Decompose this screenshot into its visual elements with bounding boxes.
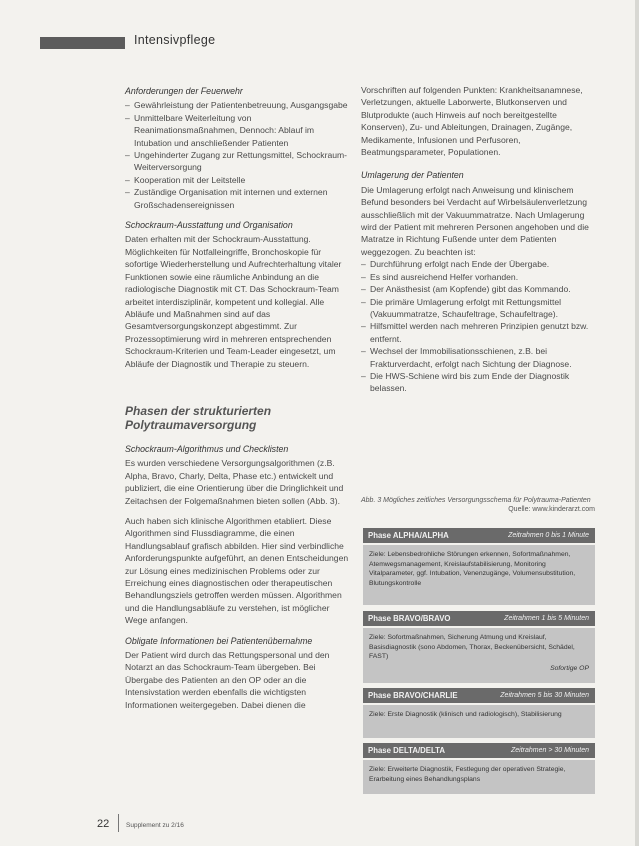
list-item: – Zuständige Organisation mit internen und externen Großschadensereignissen	[125, 186, 350, 211]
phase-goals: Ziele: Lebensbedrohliche Störungen erkennen, Sofortmaßnahmen, Atemwegsmanagement, Kreislaufstabilisierung, Monitoring Vitalparameter, ggf. Intubation, Venenzugänge, Volumensubstitution, Blutungskontrolle	[369, 551, 576, 587]
paragraph: Auch haben sich klinische Algorithmen etabliert. Diese Algorithmen sind Flussdiagramme, die einen Handlungsablauf grafisch abbilden. Hier sind verbindliche Anforderungspunkte aufgeführt, an denen Entscheidungen zur Lösung eines medizinischen Problems oder zur Erreichung eines diagnostischen oder therapeutischen Behandlungsziels getroffen werden müssen. Algorithmen und die Handlungsabläufe zu verstehen, ist möglicher Wege anfangen.	[125, 515, 349, 626]
checklist	[361, 258, 593, 394]
left-column	[125, 85, 350, 711]
paragraph: Daten erhalten mit der Schockraum-Ausstattung. Möglichkeiten für Notfalleingriffe, Bronchoskopie für sofortige Wiederherstellung und Aufrechterhaltung vitaler Funktionen sowie eine räumliche Anbindung an die radiologische Diagnostik mit CT. Das Schockraum-Team arbeitet interdisziplinär, kompetent und kollegial. Alle Abläufe und Maßnahmen sind auf das Gesamtversorgungskonzept abgestimmt. Zur Prozessoptimierung wird in mehreren entsprechenden Schockraum-Kriterien und Team-Leader eingesetzt, um Abläufe der Diagnostik und Therapie zu steuern.	[125, 234, 342, 369]
phase-body	[363, 760, 595, 794]
caption-source: Quelle: www.kinderarzt.com	[508, 506, 595, 513]
heading-informationen: Obligate Informationen bei Patientenübernahme	[125, 635, 313, 646]
requirements-list	[125, 99, 350, 211]
phase-header	[363, 688, 595, 703]
page-header-title: Intensivpflege	[134, 33, 216, 47]
phase-name: Phase ALPHA/ALPHA	[368, 531, 449, 540]
phase-header	[363, 611, 595, 626]
right-column	[361, 84, 593, 395]
phase-followup: Sofortige OP	[550, 664, 589, 672]
phase-name: Phase DELTA/DELTA	[368, 746, 445, 755]
section-title: Phasen der strukturierten Polytraumaversorgung	[125, 403, 272, 432]
caption-text: Abb. 3 Mögliches zeitliches Versorgungsschema für Polytrauma-Patienten	[361, 497, 591, 504]
phase-time: Zeitrahmen > 30 Minuten	[510, 747, 589, 754]
list-item: – Durchführung erfolgt nach Ende der Übergabe.	[361, 258, 593, 270]
phase-body	[363, 628, 595, 683]
list-item: – Kooperation mit der Leitstelle	[125, 174, 350, 186]
list-item: – Hilfsmittel werden nach mehreren Prinzipien genutzt bzw. entfernt.	[361, 320, 593, 345]
list-item: – Die primäre Umlagerung erfolgt mit Rettungsmittel (Vakuummatratze, Schaufeltrage, Schaufeltrage).	[361, 296, 593, 321]
heading-schockraum: Schockraum-Ausstattung und Organisation	[125, 220, 293, 231]
phase-time: Zeitrahmen 0 bis 1 Minute	[508, 532, 589, 539]
phase-goals: Ziele: Sofortmaßnahmen, Sicherung Atmung und Kreislauf, Basisdiagnostik (sono Abdomen, Thorax, Beckenübersicht, Schädel, FAST)	[369, 634, 575, 660]
phase-goals: Ziele: Erste Diagnostik (klinisch und radiologisch), Stabilisierung	[369, 711, 562, 718]
footer-divider	[118, 814, 119, 832]
paragraph: Vorschriften auf folgenden Punkten: Krankheitsanamnese, Verletzungen, aktuelle Laborwerte, Blutkonserven und Blutprodukte (auch Hinweis auf noch bereitgestellte Konserven), Zu- und Ableitungen, Drainagen, Zugänge, Medikamente, Infusionen und Perfusoren, Beatmungsparameter, Populationen.	[361, 85, 583, 158]
phase-name: Phase BRAVO/CHARLIE	[368, 691, 458, 700]
list-item: – Gewährleistung der Patientenbetreuung, Ausgangsgabe	[125, 99, 350, 111]
heading-umlagerung: Umlagerung der Patienten	[361, 170, 464, 181]
list-item: – Die HWS-Schiene wird bis zum Ende der Diagnostik belassen.	[361, 370, 593, 395]
phase-header	[363, 528, 595, 543]
phase-body	[363, 545, 595, 605]
figure-caption	[361, 496, 595, 513]
list-item: – Es sind ausreichend Helfer vorhanden.	[361, 271, 593, 283]
list-item: – Der Anästhesist (am Kopfende) gibt das Kommando.	[361, 283, 593, 295]
footer-source: Supplement zu 2/16	[126, 822, 184, 829]
list-item: – Wechsel der Immobilisationsschienen, z.B. bei Frakturverdacht, erfolgt nach Sichtung der Diagnose.	[361, 345, 593, 370]
header-bar	[40, 37, 125, 49]
phase-header	[363, 743, 595, 758]
page-edge-shadow	[635, 0, 639, 846]
heading-algorithmus: Schockraum-Algorithmus und Checklisten	[125, 443, 289, 454]
paragraph: Es wurden verschiedene Versorgungsalgorithmen (z.B. Alpha, Bravo, Charly, Delta, Phase etc.) entwickelt und publiziert, die eine Orientierung über die Dringlichkeit und Zeitachsen der Folgemaßnahmen bieten sollen (Abb. 3).	[125, 458, 344, 506]
list-item: – Unmittelbare Weiterleitung von Reanimationsmaßnahmen, Dennoch: Ablauf im Intubation und anschließender Patienten	[125, 112, 350, 149]
paragraph: Die Umlagerung erfolgt nach Anweisung und klinischem Befund besonders bei Verdacht auf Wirbelsäulenverletzung ausschließlich mit der Vakuummatratze. Nach Umlagerung wird der Patient mit mehreren Personen angehoben und die Matratze in Richtung Fußende unter dem Patienten weggezogen. Zu beachten ist:	[361, 184, 589, 257]
paragraph: Der Patient wird durch das Rettungspersonal und den Notarzt an das Schockraum-Team übergeben. Bei Übergabe des Patienten an den OP oder an die Intensivstation werden ebenfalls die wichtigsten Informationen weitergegeben. Dabei dienen die	[125, 650, 330, 710]
list-item: – Ungehinderter Zugang zur Rettungsmittel, Schockraum-Weiterversorgung	[125, 149, 350, 174]
page-number: 22	[97, 818, 110, 830]
phase-time: Zeitrahmen 1 bis 5 Minuten	[504, 615, 589, 622]
phase-name: Phase BRAVO/BRAVO	[368, 614, 451, 623]
phase-goals: Ziele: Erweiterte Diagnostik, Festlegung der operativen Strategie, Erarbeitung eines Behandlungsplans	[369, 766, 566, 783]
phase-time: Zeitrahmen 5 bis 30 Minuten	[500, 692, 589, 699]
heading-feuerwehr: Anforderungen der Feuerwehr	[125, 86, 243, 96]
phase-body	[363, 705, 595, 738]
